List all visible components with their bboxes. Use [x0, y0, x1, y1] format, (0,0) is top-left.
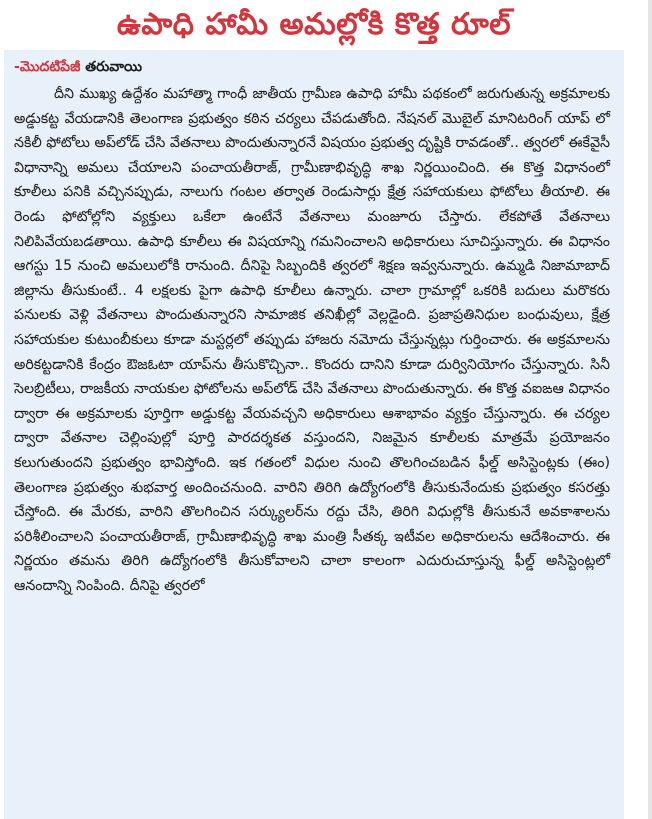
byline [14, 56, 142, 78]
byline-dash: - [14, 59, 20, 75]
article-paragraph: దీని ముఖ్య ఉద్దేశం మహాత్మా గాంధీ జాతీయ గ్రామీణ ఉపాధి హామీ పథకంలో జరుగుతున్న అక్రమాలకు అడ్డుకట్ట వేయడానికి తెలంగాణ ప్రభుత్వం కఠిన చర్యలు చేపడుతోంది. నేషనల్ మొబైల్ మానిటరింగ్ యాప్ లో నకిలీ ఫోటోలు అప్‌లోడ్ చేసి వేతనాలు పొందుతున్నారనే విషయం ప్రభుత్వ దృష్టికి రావడంతో.. త్వరలో ఈకేవైసీ విధానాన్ని అమలు చేయాలని పంచాయతీరాజ్, గ్రామీణాభివృద్ధి శాఖ నిర్ణయించింది. ఈ కొత్త విధానంలో కూలీలు పనికి వచ్చినప్పుడు, నాలుగు గంటల తర్వాత రెండుసార్లు క్షేత్ర సహాయకులు ఫోటోలు తీయాలి. ఈ రెండు ఫోటోల్లోని వ్యక్తులు ఒకేలా ఉంటేనే వేతనాలు మంజూరు చేస్తారు. లేకపోతే వేతనాలు నిలిపివేయబడతాయి. ఉపాధి కూలీలు ఈ విషయాన్ని గమనించాలని అధికారులు సూచిస్తున్నారు. ఈ విధానం ఆగస్టు 15 నుంచి అమలులోకి రానుంది. దీనిపై సిబ్బందికి త్వరలో శిక్షణ ఇవ్వనున్నారు. ఉమ్మడి నిజామాబాద్ జిల్లాను తీసుకుంటే.. 4 లక్షలకు పైగా ఉపాధి కూలీలు ఉన్నారు. చాలా గ్రామాల్లో ఒకరికి బదులు మరొకరు పనులకు వెళ్లి వేతనాలు పొందుతున్నారని సామాజిక తనిఖీల్లో వెల్లడైంది. ప్రజాప్రతినిధుల బంధువులు, క్షేత్ర సహాయకుల కుటుంబీకులు కూడా మస్టర్లలో తప్పుడు హాజరు నమోదు చేస్తున్నట్లు గుర్తించారు. ఈ అక్రమాలను అరికట్టడానికి కేంద్రం ఔజఓటా యాప్‌ను తీసుకొచ్చినా.. కొందరు దానిని కూడా దుర్వినియోగం చేస్తున్నారు. సినీ సెలబ్రిటీలు, రాజకీయ నాయకుల ఫోటోలను అప్‌లోడ్ చేసి వేతనాలు పొందుతున్నారు. ఈ కొత్త వఐఙఆ విధానం ద్వారా ఈ అక్రమాలకు పూర్తిగా అడ్డుకట్ట వేయవచ్చని అధికారులు ఆశాభావం వ్యక్తం చేస్తున్నారు. ఈ చర్యల ద్వారా వేతనాల చెల్లింపుల్లో పూర్తి పారదర్శకత వస్తుందని, నిజమైన కూలీలకు మాత్రమే ప్రయోజనం కలుగుతుందని ప్రభుత్వం భావిస్తోంది. ఇక గతంలో విధుల నుంచి తొలగించబడిన ఫీల్డ్ అసిస్టెంట్లకు (ఈం) తెలంగాణ ప్రభుత్వం శుభవార్త అందించనుంది. వారిని తిరిగి ఉద్యోగంలోకి తీసుకునేందుకు ప్రభుత్వం కసరత్తు చేస్తోంది. ఈ మేరకు, వారిని తొలగించిన సర్క్యులర్‌ను రద్దు చేసి, తిరిగి విధుల్లోకి తీసుకునే అవకాశాలను పరిశీలించాలని పంచాయతీరాజ్, గ్రామీణాభివృద్ధి శాఖ మంత్రి సీతక్క ఇటీవల అధికారులను ఆదేశించారు. ఈ నిర్ణయం తమను తిరిగి ఉద్యోగంలోకి తీసుకోవాలని చాలా కాలంగా ఎదురుచూస్తున్న ఫీల్డ్ అసిస్టెంట్లలో ఆనందాన్ని నింపింది. దీనిపై త్వరలో [14, 86, 610, 594]
article-headline: ఉపాధి హామీ అమల్లోకి కొత్త రూల్ [4, 0, 624, 50]
byline-place: మొదటిపేజీ [19, 59, 81, 75]
byline-continuation: తరువాయి [80, 59, 142, 75]
article-body [14, 82, 610, 598]
article-panel [4, 0, 624, 819]
page-edge-shadow [648, 0, 652, 819]
